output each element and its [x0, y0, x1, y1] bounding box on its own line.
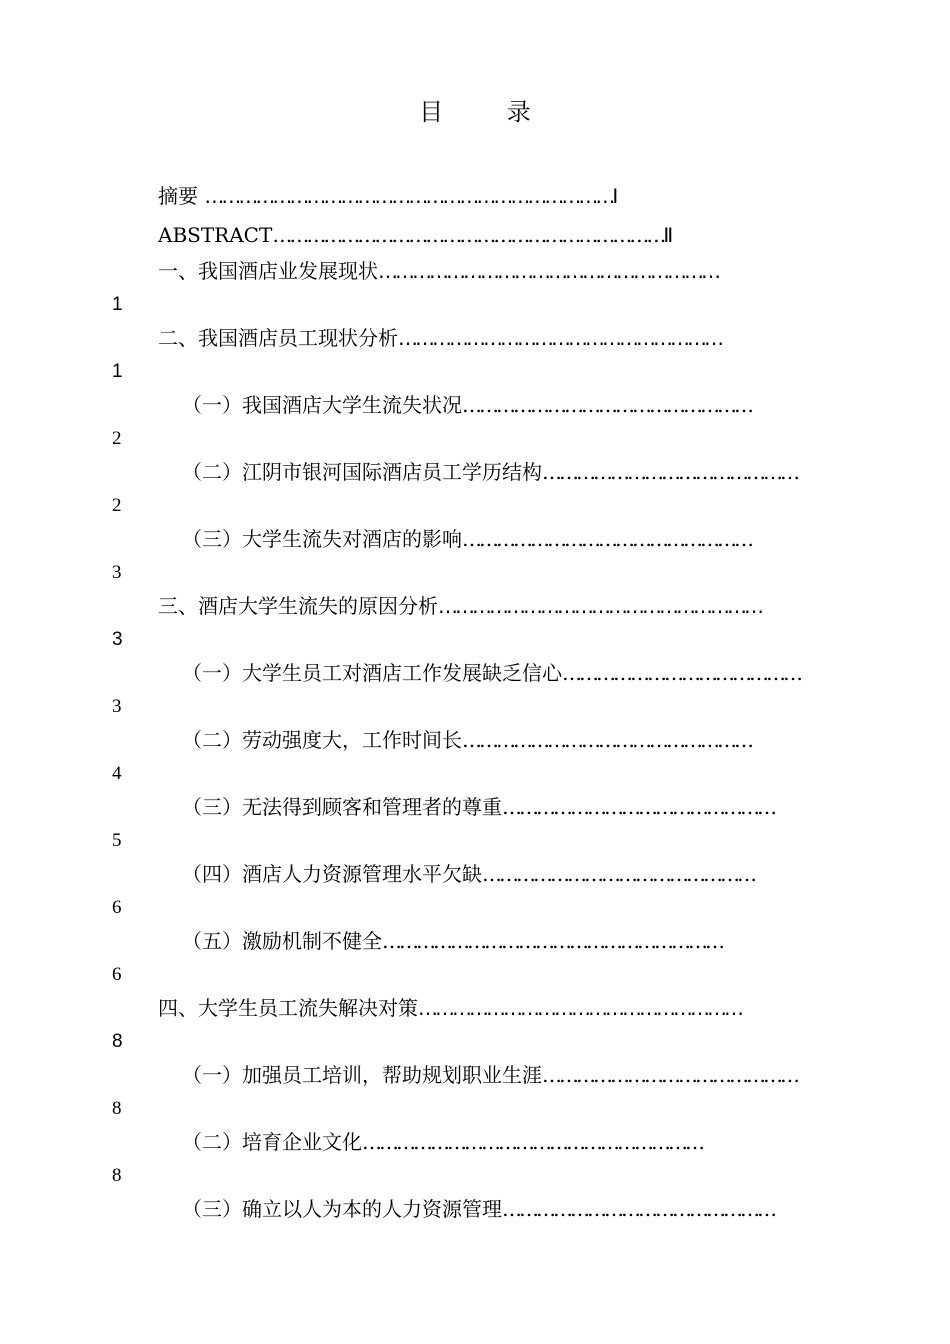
toc-leader: ……………………………………………………	[382, 929, 722, 953]
toc-entry-section-3-1[interactable]	[182, 658, 874, 688]
toc-page-number: 3	[112, 629, 123, 650]
toc-leader: ……………………………………………	[462, 728, 751, 752]
toc-entry-label: （二）江阴市银河国际酒店员工学历结构	[182, 460, 542, 484]
toc-leader: ……………………………………	[562, 661, 800, 685]
toc-entry-abstract-cn[interactable]	[158, 181, 858, 211]
toc-entry-label: 一、我国酒店业发展现状	[158, 259, 378, 283]
toc-entry-section-3-2[interactable]	[182, 725, 874, 755]
toc-page-number: 2	[112, 495, 122, 516]
toc-entry-label: （五）激励机制不健全	[182, 929, 382, 953]
toc-entry-section-2[interactable]	[158, 323, 874, 353]
toc-leader: ……………………………………………	[462, 527, 751, 551]
toc-leader: ……………………………………………………	[378, 259, 718, 283]
toc-page-number: 1	[112, 294, 123, 315]
toc-page-number: Ⅰ	[612, 186, 619, 208]
toc-page-number: 3	[112, 696, 122, 717]
toc-page-number: 3	[112, 562, 122, 583]
toc-leader: …………………………………………………	[438, 594, 761, 618]
toc-page-number: 8	[112, 1098, 122, 1119]
toc-entry-section-4-2[interactable]	[182, 1127, 874, 1157]
toc-entry-section-4-1[interactable]	[182, 1060, 874, 1090]
toc-entry-label: （二）培育企业文化	[182, 1130, 362, 1154]
toc-page-number: 1	[112, 361, 123, 382]
toc-leader: ………………………………………	[542, 460, 797, 484]
toc-page-number: 2	[112, 428, 122, 449]
toc-page-number: 6	[112, 964, 122, 985]
toc-page-number: 8	[112, 1165, 122, 1186]
toc-entry-label: （二）劳动强度大，工作时间长	[182, 728, 462, 752]
toc-entry-label: 四、大学生员工流失解决对策	[158, 996, 418, 1020]
toc-leader: ……………………………………………………………	[272, 223, 664, 247]
toc-entry-label: （一）我国酒店大学生流失状况	[182, 393, 462, 417]
toc-page-number: 6	[112, 897, 122, 918]
toc-entry-label: （一）大学生员工对酒店工作发展缺乏信心	[182, 661, 562, 685]
toc-entry-section-2-2[interactable]	[182, 457, 874, 487]
toc-leader: …………………………………………	[482, 862, 754, 886]
toc-leader: ………………………………………	[542, 1063, 797, 1087]
toc-entry-label: 二、我国酒店员工现状分析	[158, 326, 398, 350]
toc-entry-label: （一）加强员工培训，帮助规划职业生涯	[182, 1063, 542, 1087]
toc-entry-section-3[interactable]	[158, 591, 874, 621]
toc-entry-section-4-3[interactable]	[182, 1194, 874, 1224]
toc-entry-label: 摘要	[158, 184, 205, 208]
toc-leader: …………………………………………	[502, 1197, 774, 1221]
toc-leader: …………………………………………………	[398, 326, 721, 350]
toc-entry-label: （三）大学生流失对酒店的影响	[182, 527, 462, 551]
toc-entry-section-2-3[interactable]	[182, 524, 874, 554]
toc-leader: …………………………………………………	[418, 996, 741, 1020]
toc-entry-label: ABSTRACT	[158, 223, 273, 247]
toc-leader: ……………………………………………	[462, 393, 751, 417]
toc-entry-section-2-1[interactable]	[182, 390, 874, 420]
toc-entry-section-3-4[interactable]	[182, 859, 874, 889]
toc-page-number: Ⅱ	[663, 225, 674, 247]
toc-entry-label: （三）确立以人为本的人力资源管理	[182, 1197, 502, 1221]
toc-entry-section-1[interactable]	[158, 256, 874, 286]
toc-page-number: 5	[112, 830, 122, 851]
toc-entry-section-3-3[interactable]	[182, 792, 874, 822]
toc-leader: ………………………………………………………………	[204, 184, 613, 208]
toc-entry-abstract-en[interactable]	[158, 220, 878, 250]
toc-leader: …………………………………………	[502, 795, 774, 819]
toc-entry-label: （四）酒店人力资源管理水平欠缺	[182, 862, 482, 886]
toc-entry-section-4[interactable]	[158, 993, 874, 1023]
toc-page-number: 8	[112, 1031, 123, 1052]
toc-title: 目 录	[419, 98, 559, 126]
toc-entry-section-3-5[interactable]	[182, 926, 874, 956]
toc-entry-label: （三）无法得到顾客和管理者的尊重	[182, 795, 502, 819]
toc-page-number: 4	[112, 763, 122, 784]
toc-leader: ……………………………………………………	[362, 1130, 702, 1154]
toc-entry-label: 三、酒店大学生流失的原因分析	[158, 594, 438, 618]
